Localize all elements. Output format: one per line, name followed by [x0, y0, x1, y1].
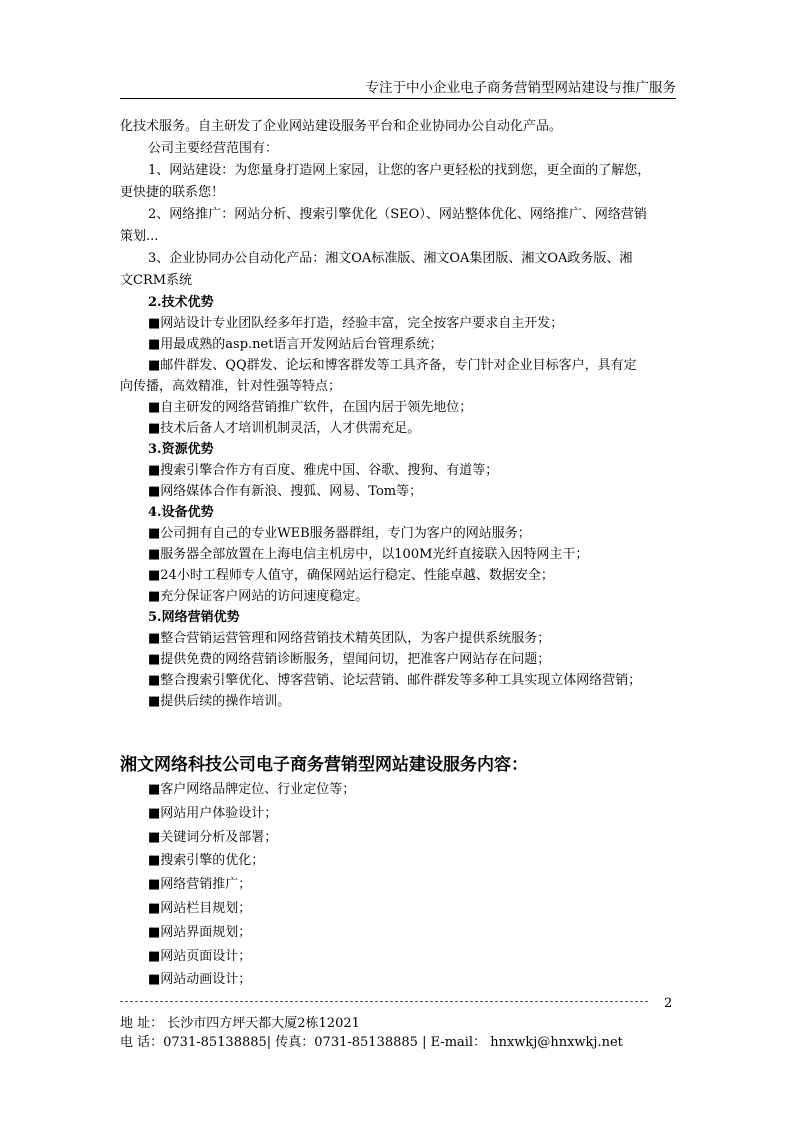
service-item: ■客户网络品牌定位、行业定位等； [148, 782, 356, 797]
marketing-item: ■整合搜索引擎优化、博客营销、论坛营销、邮件群发等多种工具实现立体网络营销； [148, 673, 642, 688]
tech-item-cont: 向传播，高效精准，针对性强等特点； [120, 379, 342, 394]
tech-item: ■邮件群发、QQ群发、论坛和博客群发等工具齐备，专门针对企业目标客户，具有定 [148, 358, 637, 373]
header-tagline: 专注于中小企业电子商务营销型网站建设与推广服务 [365, 80, 676, 96]
equipment-item: ■充分保证客户网站的访问速度稳定。 [148, 589, 369, 604]
scope-item-1: 1、网站建设：为您量身打造网上家园，让您的客户更轻松的找到您，更全面的了解您， [148, 163, 651, 178]
footer-address: 地 址： 长沙市四方坪天都大厦2栋12021 [120, 1016, 360, 1031]
service-item: ■网络营销推广； [148, 877, 252, 893]
section-title-tech: 2.技术优势 [148, 295, 214, 310]
marketing-item: ■提供免费的网络营销诊断服务，望闻问切，把准客户网站存在问题； [148, 652, 551, 667]
service-item: ■网站动画设计； [148, 972, 252, 988]
marketing-item: ■整合营销运营管理和网络营销技术精英团队，为客户提供系统服务； [148, 631, 551, 646]
page-number: 2 [664, 996, 673, 1011]
marketing-item: ■提供后续的操作培训。 [148, 694, 291, 709]
scope-item-2: 2、网络推广：网站分析、搜索引擎优化（SEO）、网站整体优化、网络推广、网络营销 [148, 207, 647, 222]
section-title-equipment: 4.设备优势 [148, 505, 214, 520]
resource-item: ■搜索引擎合作方有百度、雅虎中国、谷歌、搜狗、有道等； [148, 463, 499, 478]
service-item: ■搜索引擎的优化； [148, 853, 265, 869]
service-item: ■关键词分析及部署； [148, 829, 278, 845]
body-content [120, 116, 676, 712]
service-item: ■网站栏目规划； [148, 900, 252, 916]
service-list [148, 778, 355, 992]
service-item: ■网站界面规划； [148, 924, 252, 940]
scope-item-3: 3、企业协同办公自动化产品：湘文OA标准版、湘文OA集团版、湘文OA政务版、湘 [148, 251, 633, 266]
tech-item: ■技术后备人才培训机制灵活，人才供需充足。 [148, 421, 421, 436]
footer-contact: 电 话：0731-85138885| 传真：0731-85138885 | E-mail： hnxwkj@hnxwkj.net [120, 1035, 623, 1050]
footer-divider [120, 1001, 648, 1002]
tech-item: ■网站设计专业团队经多年打造，经验丰富，完全按客户要求自主开发； [148, 316, 564, 331]
section-title-marketing: 5.网络营销优势 [148, 610, 240, 625]
service-item: ■网站用户体验设计； [148, 805, 278, 821]
equipment-item: ■服务器全部放置在上海电信主机房中，以100M光纤直接联入因特网主干； [148, 547, 589, 562]
intro-line: 化技术服务。自主研发了企业网站建设服务平台和企业协同办公自动化产品。 [120, 119, 563, 134]
page-header [120, 76, 676, 99]
section-title-resource: 3.资源优势 [148, 442, 214, 457]
tech-item: ■用最成熟的asp.net语言开发网站后台管理系统； [148, 337, 443, 352]
equipment-item: ■公司拥有自己的专业WEB服务器群组，专门为客户的网站服务； [148, 526, 531, 541]
scope-item-1-cont: 更快捷的联系您！ [120, 185, 225, 200]
service-title: 湘文网络科技公司电子商务营销型网站建设服务内容： [120, 755, 528, 775]
equipment-item: ■24小时工程师专人值守，确保网站运行稳定、性能卓越、数据安全； [148, 568, 554, 583]
scope-label: 公司主要经营范围有： [148, 141, 279, 156]
scope-item-2-cont: 策划... [120, 229, 159, 244]
resource-item: ■网络媒体合作有新浪、搜狐、网易、Tom等； [148, 484, 423, 499]
tech-item: ■自主研发的网络营销推广软件，在国内居于领先地位； [148, 400, 473, 415]
scope-item-3-cont: 文CRM系统 [120, 273, 193, 288]
service-item: ■网站页面设计； [148, 948, 252, 964]
